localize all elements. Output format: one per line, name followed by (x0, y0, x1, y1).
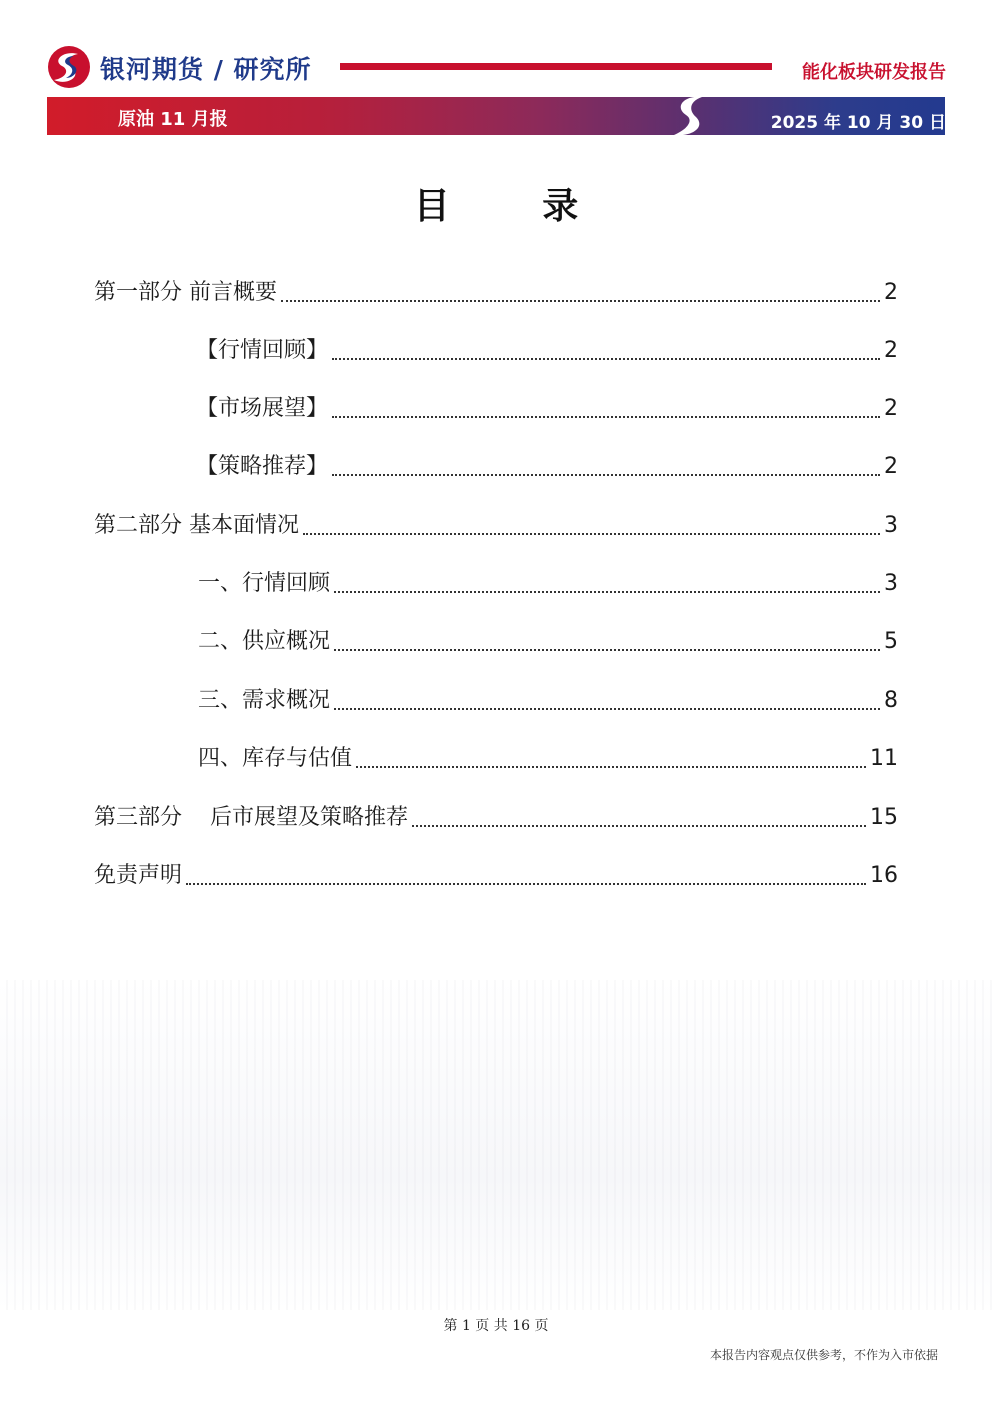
toc-entry[interactable] (196, 336, 898, 366)
toc-entry[interactable] (198, 569, 898, 599)
toc-entry-page: 3 (884, 513, 898, 538)
toc-dot-leader (334, 591, 880, 593)
toc-dot-leader (332, 474, 880, 476)
toc-entry-page: 5 (884, 629, 898, 654)
toc-dot-leader (303, 533, 880, 535)
toc-entry-label: 第二部分 基本面情况 (94, 513, 299, 538)
toc-dot-leader (332, 416, 880, 418)
toc-entry[interactable] (94, 803, 898, 833)
toc-entry-page: 2 (884, 280, 898, 305)
toc-entry-page: 16 (870, 863, 898, 888)
toc-entry-page: 2 (884, 396, 898, 421)
toc-title: 目 录 (413, 186, 619, 227)
toc-entry[interactable] (94, 511, 898, 541)
toc-entry[interactable] (94, 278, 898, 308)
report-date: 2025 年 10 月 30 日 (770, 113, 946, 133)
swoosh-logo-icon (670, 93, 710, 139)
toc-entry-page: 2 (884, 454, 898, 479)
toc-dot-leader (281, 300, 880, 302)
toc-entry[interactable] (198, 744, 898, 774)
toc-entry-page: 8 (884, 688, 898, 713)
footer-disclaimer: 本报告内容观点仅供参考，不作为入市依据 (709, 1348, 938, 1362)
header-divider (340, 63, 772, 70)
toc-entry-label: 【策略推荐】 (196, 454, 329, 479)
toc-entry-page: 3 (884, 571, 898, 596)
toc-entry-page: 2 (884, 338, 898, 363)
galaxy-logo-icon (44, 44, 94, 90)
banner-title: 原油 11 月报 (118, 109, 228, 130)
toc-dot-leader (412, 825, 866, 827)
toc-dot-leader (356, 766, 866, 768)
brand-name: 银河期货 / 研究所 (100, 55, 312, 84)
toc-entry[interactable] (198, 627, 898, 657)
report-type: 能化板块研发报告 (802, 62, 946, 83)
toc-dot-leader (334, 708, 880, 710)
toc-entry-page: 11 (870, 746, 898, 771)
toc-dot-leader (334, 649, 880, 651)
toc-entry[interactable] (196, 452, 898, 482)
toc-dot-leader (186, 883, 866, 885)
toc-entry-label: 三、需求概况 (198, 688, 331, 713)
background-watermark (0, 980, 992, 1310)
toc-entry-label: 【行情回顾】 (196, 338, 329, 363)
toc-entry[interactable] (94, 861, 898, 891)
toc-entry-label: 第一部分 前言概要 (94, 280, 277, 305)
toc-dot-leader (332, 358, 880, 360)
toc-entry-label: 四、库存与估值 (198, 746, 353, 771)
toc-entry-label: 二、供应概况 (198, 629, 331, 654)
toc-entry-label: 一、行情回顾 (198, 571, 331, 596)
toc-entry-label: 【市场展望】 (196, 396, 329, 421)
toc-entry[interactable] (198, 686, 898, 716)
toc-entry-label: 第三部分 后市展望及策略推荐 (94, 805, 408, 830)
page-number: 第 1 页 共 16 页 (443, 1318, 549, 1334)
toc-entry-label: 免责声明 (94, 863, 183, 888)
toc-entry-page: 15 (870, 805, 898, 830)
toc-entry[interactable] (196, 394, 898, 424)
